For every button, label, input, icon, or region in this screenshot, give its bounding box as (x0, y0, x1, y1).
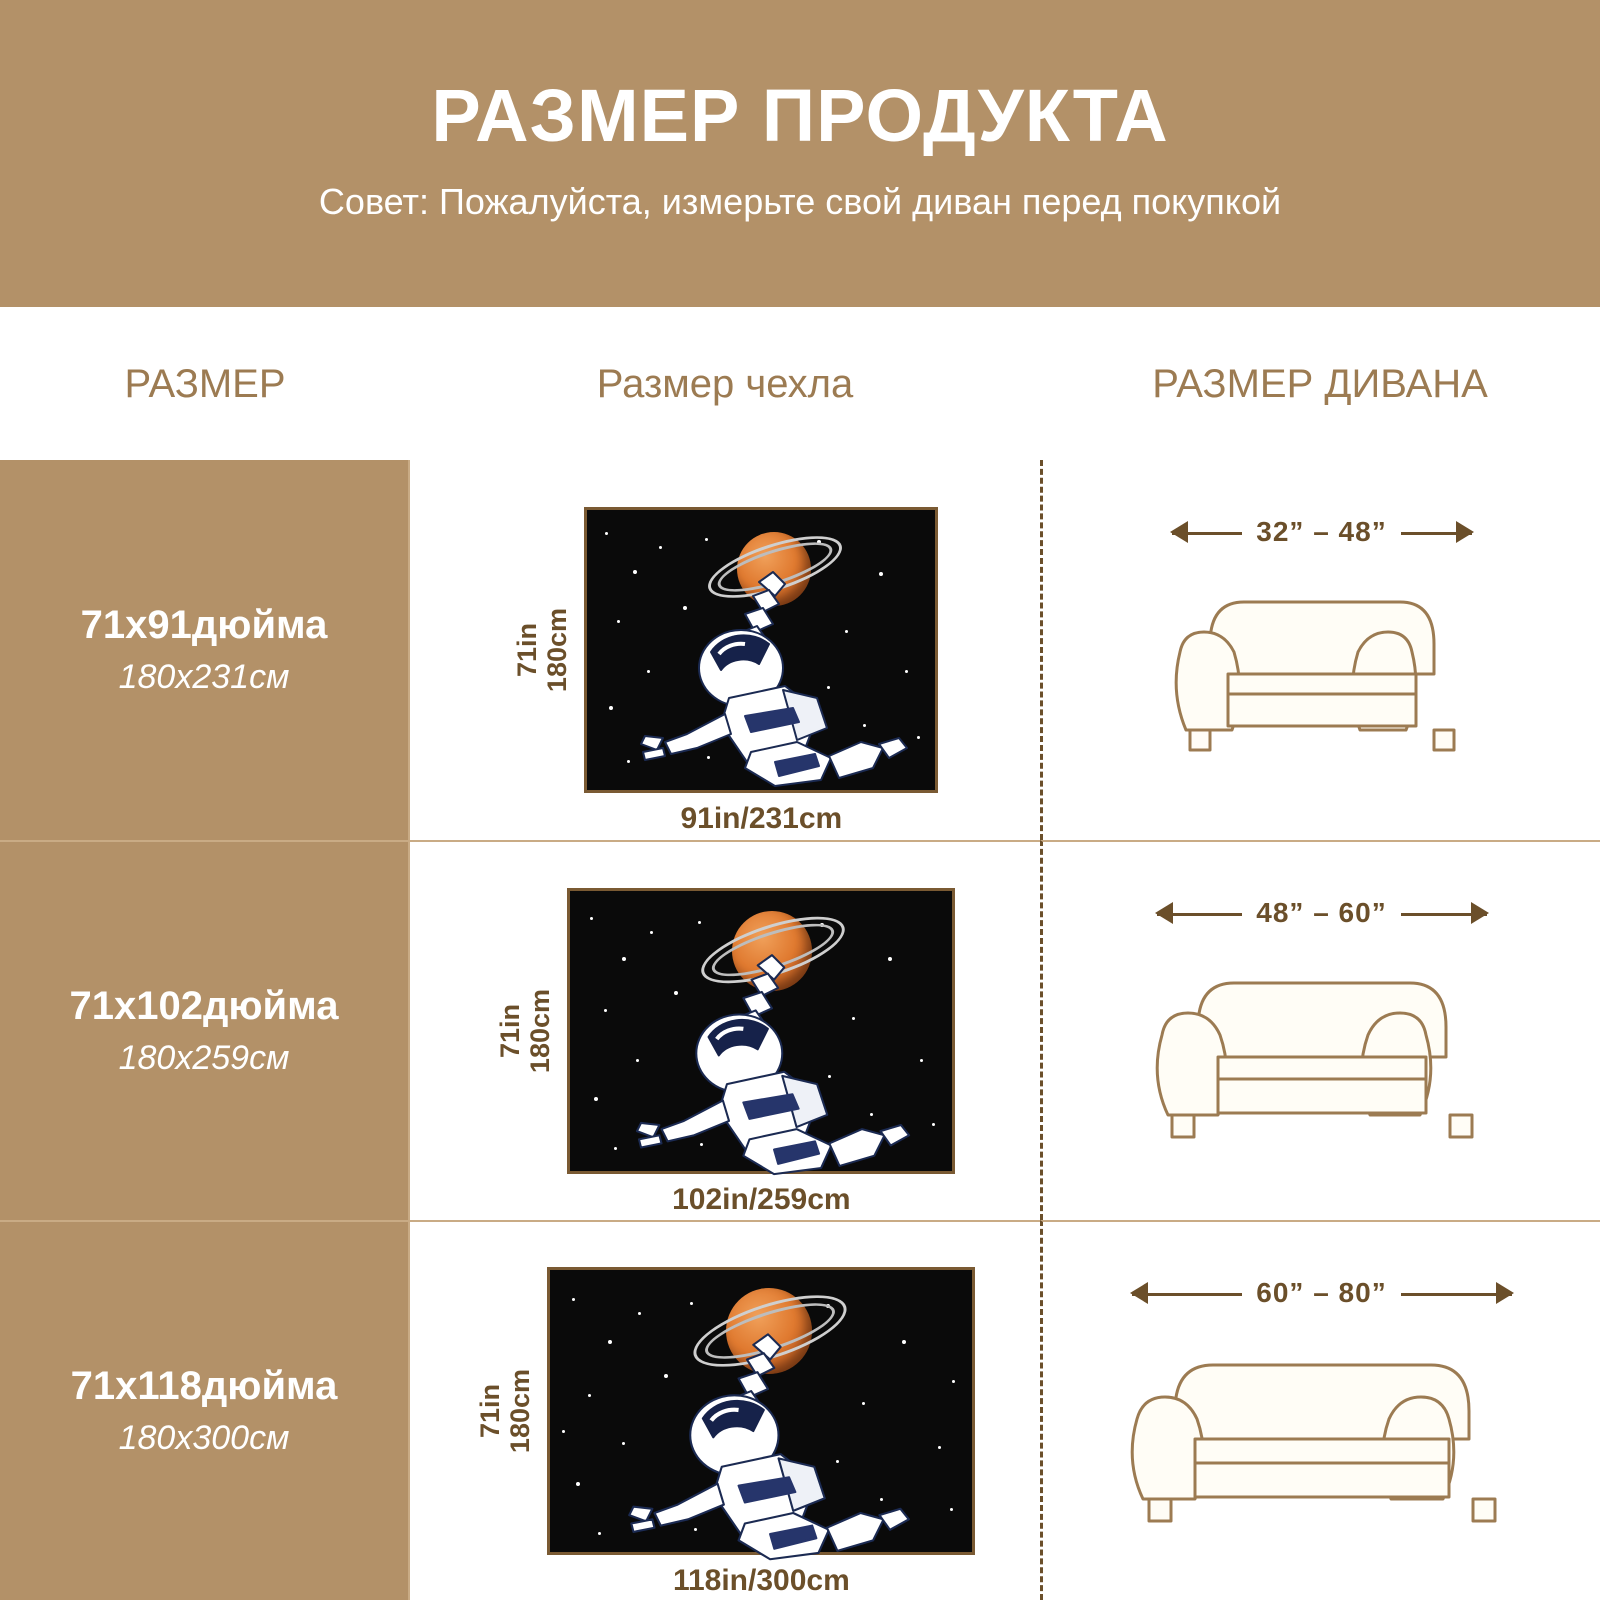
cell-sofa (1040, 1220, 1600, 1600)
cell-cover (410, 840, 1040, 1220)
size-centimeters: 180x231см (118, 657, 290, 696)
sofa-range-label: 32” – 48” (1242, 516, 1400, 548)
cover-width-label: 91in/231cm (680, 802, 843, 835)
sofa-diagram (1162, 516, 1482, 784)
astronaut-illustration (633, 566, 913, 781)
size-table (0, 460, 1600, 1600)
size-inches: 71x91дюйма (80, 602, 328, 647)
table-row (0, 1220, 1600, 1600)
astronaut-illustration (622, 949, 922, 1169)
sofa-illustration (1142, 935, 1502, 1165)
header-subtitle: Совет: Пожалуйста, измерьте свой диван перед покупкой (318, 181, 1282, 223)
arrow-right-icon (1456, 521, 1474, 543)
cover-height-cm: 180cm (505, 1368, 535, 1454)
sofa-width-dimension (1172, 516, 1472, 548)
cover-height-inches: 71in (494, 1003, 525, 1058)
cover-height-inches: 71in (511, 622, 542, 677)
column-headers (0, 307, 1600, 460)
column-header-sofa: РАЗМЕР ДИВАНА (1152, 361, 1488, 406)
arrow-right-icon (1496, 1282, 1514, 1304)
table-row (0, 840, 1600, 1220)
cover-height-label (475, 1369, 536, 1453)
size-centimeters: 180x259см (118, 1038, 290, 1077)
arrow-left-icon (1130, 1282, 1148, 1304)
cover-diagram (511, 507, 939, 835)
cover-height-label (495, 989, 556, 1073)
sofa-diagram (1117, 1277, 1527, 1545)
size-inches: 71x118дюйма (70, 1363, 338, 1408)
sofa-illustration (1162, 554, 1482, 784)
arrow-right-icon (1471, 902, 1489, 924)
size-inches: 71x102дюйма (69, 983, 339, 1028)
cover-artwork (547, 1267, 975, 1597)
sofa-width-dimension (1132, 1277, 1512, 1309)
cover-diagram (494, 888, 956, 1216)
cover-height-cm: 180cm (525, 988, 555, 1074)
astronaut-illustration (608, 1328, 928, 1554)
page-title: РАЗМЕР ПРОДУКТА (431, 74, 1169, 157)
sofa-width-dimension (1157, 897, 1487, 929)
arrow-left-icon (1170, 521, 1188, 543)
cell-size (0, 460, 410, 840)
size-centimeters: 180x300см (118, 1418, 290, 1457)
table-row (0, 460, 1600, 840)
sofa-range-label: 48” – 60” (1242, 897, 1400, 929)
sofa-diagram (1142, 897, 1502, 1165)
cell-sofa (1040, 840, 1600, 1220)
cell-sofa (1040, 460, 1600, 840)
cover-artwork (567, 888, 955, 1216)
column-header-size: РАЗМЕР (124, 361, 286, 406)
sofa-range-label: 60” – 80” (1242, 1277, 1400, 1309)
arrow-left-icon (1155, 902, 1173, 924)
cover-height-label (512, 608, 573, 692)
column-header-cover: Размер чехла (596, 361, 854, 406)
cell-cover (410, 1220, 1040, 1600)
sofa-illustration (1117, 1315, 1527, 1545)
header-banner (0, 0, 1600, 307)
cover-width-label: 118in/300cm (672, 1564, 850, 1597)
cover-width-label: 102in/259cm (672, 1183, 851, 1216)
cell-size (0, 840, 410, 1220)
cover-artwork (584, 507, 938, 835)
cover-height-cm: 180cm (542, 607, 572, 693)
cover-height-inches: 71in (474, 1383, 505, 1438)
cover-diagram (474, 1267, 976, 1597)
cell-size (0, 1220, 410, 1600)
cell-cover (410, 460, 1040, 840)
